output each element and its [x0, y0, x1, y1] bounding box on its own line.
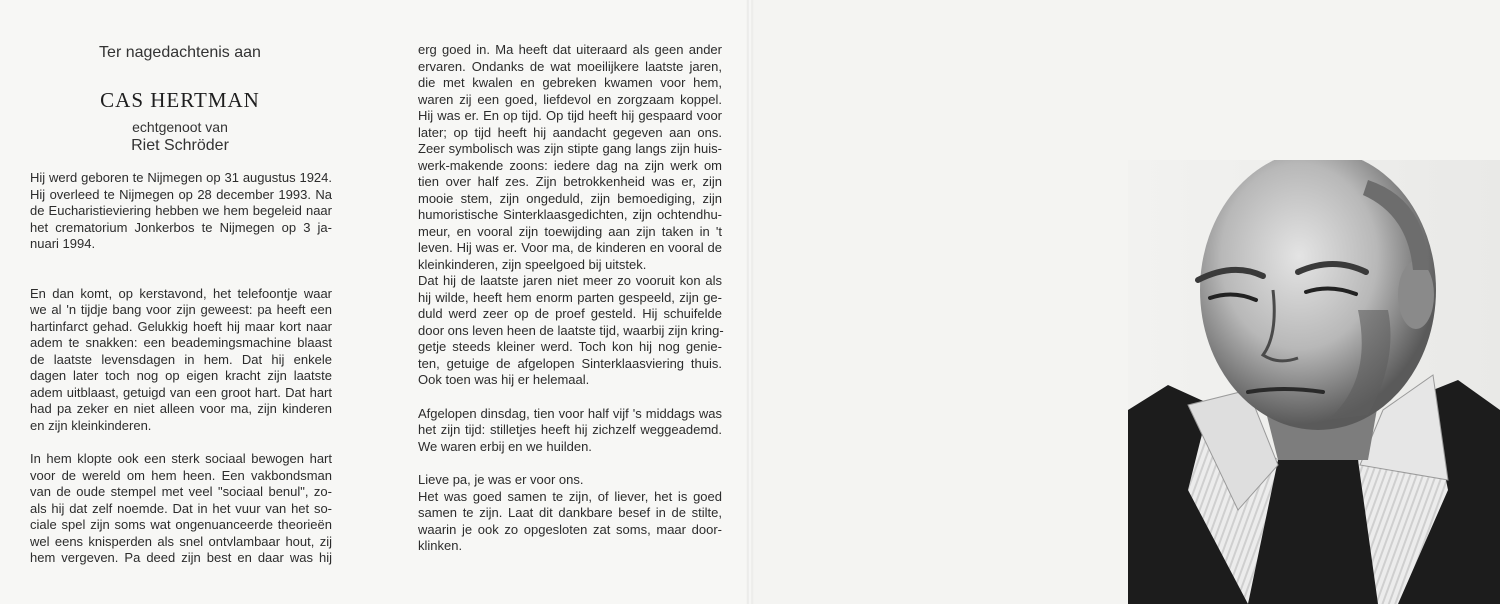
- text-line: die met kwalen en gebreken kwamen voor hem,: [418, 75, 722, 90]
- text-line: Ook toen was hij er helemaal.: [418, 372, 590, 387]
- text-line: duld werd zeer op de proef gesteld. Hij schuifelde: [418, 306, 722, 321]
- text-line: het zijn tijd: stilletjes heeft hij zichzelf weggeademd.: [418, 422, 722, 437]
- text-line: later; op tijd heeft hij aandacht gegeven aan ons.: [418, 124, 722, 140]
- text-line: samen te zijn. Laat dit dankbare besef in de stilte,: [418, 505, 722, 520]
- text-line: Lieve pa, je was er voor ons.: [418, 472, 584, 487]
- text-line: hij wilde, heeft hem enorm parten gespeeld, zijn ge-: [418, 289, 722, 305]
- text-line: Dat hij de laatste jaren niet meer zo vooruit kon als: [418, 273, 722, 288]
- text-line: Het was goed samen te zijn, of liever, het is goed: [418, 488, 722, 504]
- relation-line: echtgenoot van: [132, 119, 228, 135]
- text-line: waren zij een goed, liefdevol en zorgzaam koppel.: [418, 91, 722, 107]
- text-line: hem vergeven. Pa deed zijn best en daar was hij: [30, 550, 332, 565]
- text-line: getje steeds kleiner werd. Toch kon hij nog genie-: [418, 339, 722, 354]
- spouse-name: Riet Schröder: [131, 137, 229, 154]
- text-line: kleinkinderen, zijn speelgoed bij uitstek.: [418, 256, 647, 272]
- text-line: erg goed in. Ma heeft dat uiteraard als geen ander: [418, 42, 722, 57]
- text-line: Hij was er. En op tijd. Op tijd heeft hij gespaard voor: [418, 108, 722, 123]
- portrait-photo: [1128, 160, 1500, 604]
- left-text-column: [30, 170, 332, 567]
- text-line: Hij overleed te Nijmegen op 28 december 1993. Na: [30, 186, 332, 202]
- text-line: meur, en vooral zijn toewijding aan zijn taken in 't: [418, 223, 722, 239]
- text-line: In hem klopte ook een sterk sociaal bewogen hart: [30, 451, 332, 466]
- text-line: ciale spel zijn soms wat ongenuanceerde theorieën: [30, 517, 332, 532]
- text-line: wel eens knisperden als snel ontvlambaar hout, zij: [30, 533, 332, 549]
- text-line: ervaren. Ondanks de wat moeilijkere laatste jaren,: [418, 58, 722, 74]
- text-line: dagen later toch nog op eigen kracht zijn laatste: [30, 368, 332, 383]
- text-line: we al 'n tijdje bang voor zijn geweest: pa heeft een: [30, 302, 332, 317]
- text-line: door ons leven heen de laatste tijd, waarbij zijn kring-: [418, 322, 724, 338]
- text-line: als hij dat zelf noemde. Dat in het vuur van het so-: [30, 500, 332, 516]
- social-heart-paragraph: [30, 451, 332, 567]
- text-line: adem te snakken: een beademingsmachine blaast: [30, 335, 332, 350]
- text-line: Afgelopen dinsdag, tien voor half vijf 's middags was: [418, 405, 722, 421]
- text-line: tien over half zes. Zijn betrokkenheid was er, zijn: [418, 174, 722, 189]
- christmas-paragraph: [30, 286, 332, 435]
- text-line: had pa zeker en niet alleen voor ma, zijn kinderen: [30, 401, 332, 416]
- text-line: waarin je ook zo opgesloten zat soms, maar door-: [418, 521, 722, 537]
- life-paragraph: [418, 42, 722, 273]
- text-line: van de oude stempel met veel "sociaal benul", zo-: [30, 484, 332, 499]
- text-line: Zeer symbolisch was zijn stipte gang langs zijn huis-: [418, 141, 722, 156]
- birth-death-paragraph: [30, 170, 332, 253]
- text-line: voor de wereld om hem heen. Een vakbondsman: [30, 467, 332, 483]
- farewell-paragraph: [418, 472, 722, 555]
- text-line: We waren erbij en we huilden.: [418, 438, 592, 454]
- text-line: leven. Hij was er. Voor ma, de kinderen en vooral de: [418, 240, 722, 255]
- text-line: Hij werd geboren te Nijmegen op 31 augustus 1924.: [30, 170, 332, 185]
- text-line: klinken.: [418, 538, 463, 553]
- text-line: de laatste levensdagen in hem. Dat hij enkele: [30, 351, 332, 367]
- text-line: nuari 1994.: [30, 236, 96, 251]
- text-line: mooie stem, zijn ongeduld, zijn bemoediging, zijn: [418, 190, 722, 206]
- text-line: en zijn kleinkinderen.: [30, 417, 152, 433]
- text-line: werk-makende zoons: iedere dag na zijn werk om: [418, 157, 722, 173]
- last-years-paragraph: [418, 273, 722, 389]
- text-line: adem uitblaast, getuigd van een groot hart. Dat hart: [30, 384, 332, 400]
- passing-paragraph: [418, 406, 722, 456]
- text-line: de Eucharistieviering hebben we hem begeleid naar: [30, 203, 332, 218]
- text-line: humoristische Sinterklaasgedichten, zijn ochtendhu-: [418, 207, 722, 222]
- right-text-column: [418, 42, 722, 555]
- card-fold: [746, 0, 754, 604]
- text-line: ten, getuige de afgelopen Sinterklaasviering thuis.: [418, 355, 722, 371]
- text-line: hartinfarct gehad. Gelukkig hoeft hij maar kort naar: [30, 318, 332, 334]
- text-line: En dan komt, op kerstavond, het telefoontje waar: [30, 285, 332, 301]
- deceased-name: CAS HERTMAN: [100, 88, 260, 112]
- text-line: het crematorium Jonkerbos te Nijmegen op 3 ja-: [30, 219, 332, 235]
- intro-line: Ter nagedachtenis aan: [99, 44, 261, 61]
